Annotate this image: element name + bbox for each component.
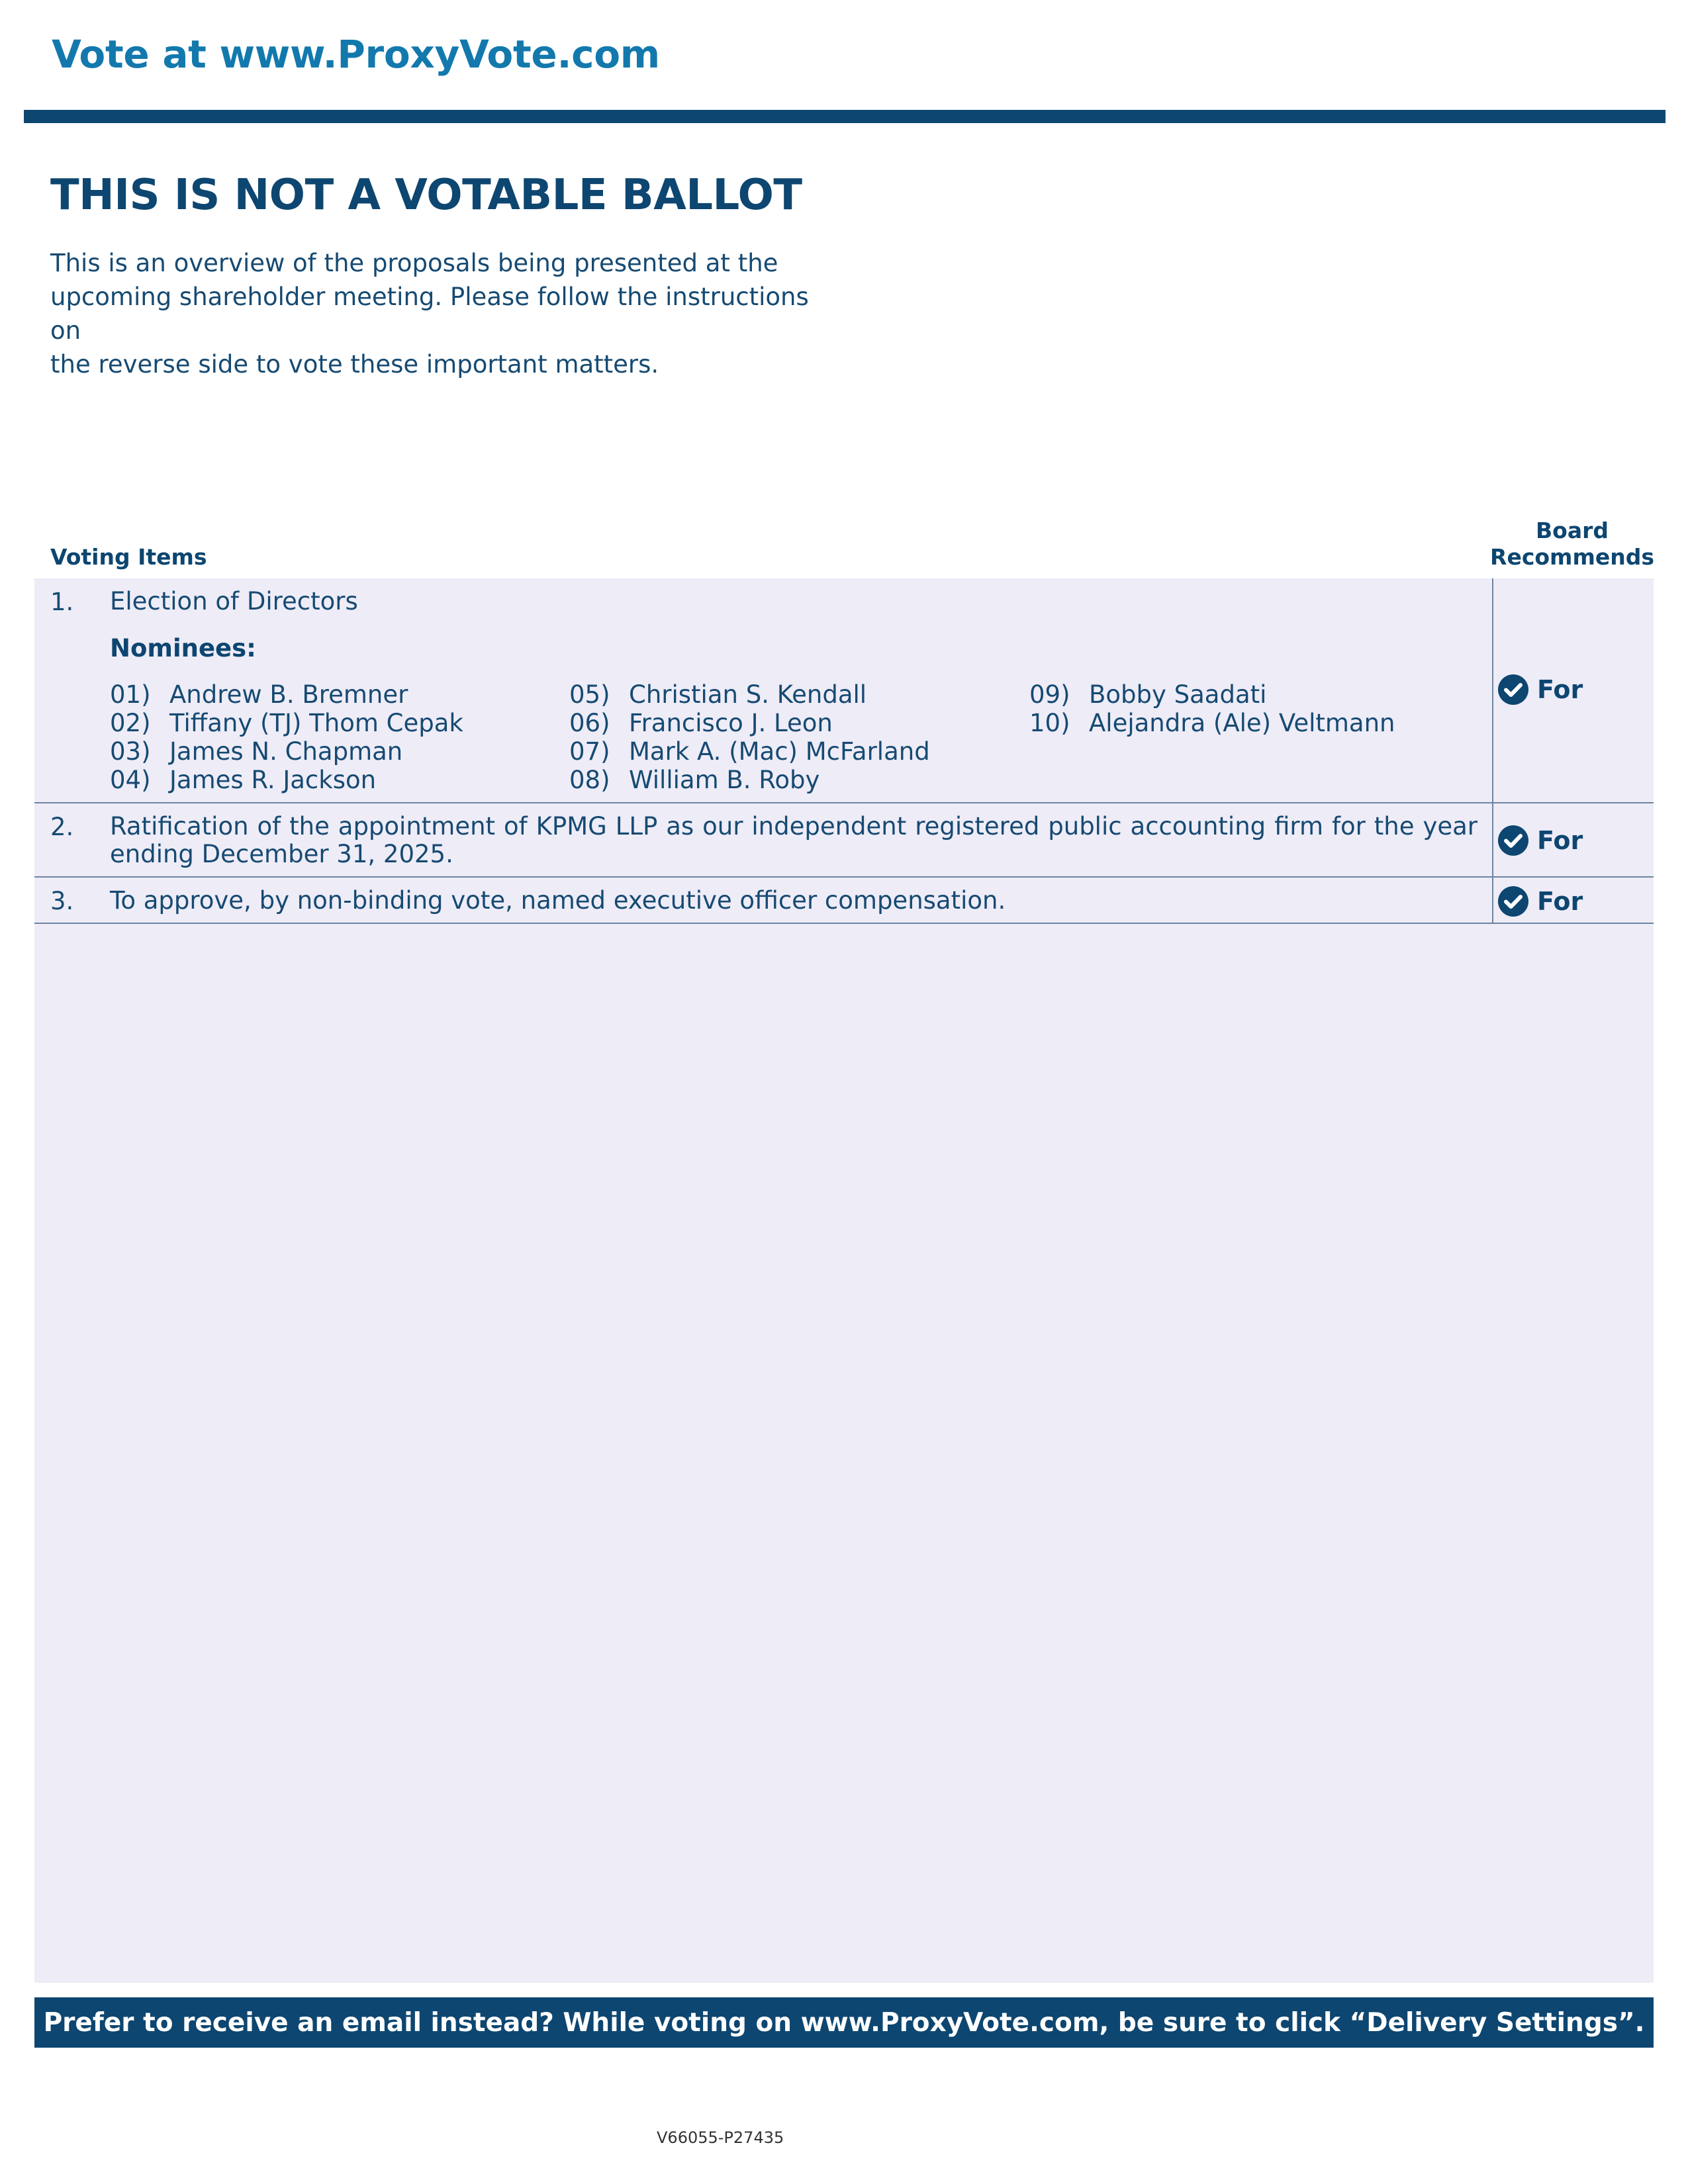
row-divider (34, 923, 1654, 924)
voting-items-header: Voting Items (50, 544, 207, 570)
nominee-name: James R. Jackson (169, 766, 377, 794)
row-divider (34, 802, 1654, 803)
nominee (569, 766, 930, 794)
nominee-number: 03) (110, 737, 151, 766)
nominee-name: Mark A. (Mac) McFarland (629, 737, 930, 766)
nominee-number: 07) (569, 737, 610, 766)
page-title: THIS IS NOT A VOTABLE BALLOT (50, 171, 802, 220)
recommendation-label: For (1537, 887, 1583, 916)
banner-text: Prefer to receive an email instead? While voting on www.ProxyVote.com, be sure to click “Delivery Settings”. (43, 2007, 1645, 2038)
item-number: 3. (50, 887, 74, 915)
board-recommendation (1497, 825, 1583, 856)
board-header-line: Recommends (1490, 544, 1654, 570)
nominee-number: 05) (569, 680, 610, 709)
nominee-name: William B. Roby (629, 766, 820, 794)
nominee-column (1029, 680, 1395, 737)
intro-line: This is an overview of the proposals being presented at the (50, 249, 778, 277)
board-recommendation (1497, 886, 1583, 917)
nominee-number: 04) (110, 766, 151, 794)
item-text: Election of Directors (110, 587, 358, 615)
nominee-number: 06) (569, 709, 610, 737)
recommendation-label: For (1537, 675, 1583, 704)
nominee (110, 766, 463, 794)
item-text: Ratification of the appointment of KPMG LLP as our independent registered public accounting firm for the year ending December 31, 2025. (110, 812, 1477, 868)
nominee (569, 709, 930, 737)
nominee-name: Bobby Saadati (1089, 680, 1267, 709)
intro-paragraph (50, 246, 845, 381)
nominee (569, 680, 930, 709)
nominee-name: Tiffany (TJ) Thom Cepak (169, 709, 463, 737)
board-recommendation (1497, 674, 1583, 705)
nominee-name: Francisco J. Leon (629, 709, 833, 737)
nominee-number: 01) (110, 680, 151, 709)
nominee (110, 680, 463, 709)
board-recommends-header (1483, 518, 1662, 570)
check-circle-icon (1497, 674, 1529, 705)
item-text: To approve, by non-binding vote, named executive officer compensation. (110, 886, 1006, 915)
delivery-settings-banner (34, 1997, 1654, 2048)
nominee-number: 10) (1029, 709, 1070, 737)
nominee (1029, 709, 1395, 737)
board-header-line: Board (1536, 518, 1609, 543)
item-number: 2. (50, 813, 74, 841)
nominee-number: 09) (1029, 680, 1070, 709)
intro-line: the reverse side to vote these important matters. (50, 350, 659, 379)
nominee-name: Christian S. Kendall (629, 680, 867, 709)
intro-line: upcoming shareholder meeting. Please follow the instructions on (50, 283, 809, 345)
document-code: V66055-P27435 (657, 2128, 784, 2147)
nominee-name: James N. Chapman (169, 737, 403, 766)
nominee-name: Andrew B. Bremner (169, 680, 408, 709)
nominee (1029, 680, 1395, 709)
nominee-number: 02) (110, 709, 151, 737)
nominees-label: Nominees: (110, 634, 256, 662)
check-circle-icon (1497, 825, 1529, 856)
proxyvote-link[interactable]: Vote at www.ProxyVote.com (52, 32, 660, 77)
column-divider (1492, 578, 1493, 924)
nominee-column (569, 680, 930, 794)
nominee-name: Alejandra (Ale) Veltmann (1089, 709, 1395, 737)
nominee (569, 737, 930, 766)
nominee (110, 737, 463, 766)
header-rule (24, 110, 1665, 123)
nominee-number: 08) (569, 766, 610, 794)
nominee-column (110, 680, 463, 794)
recommendation-label: For (1537, 826, 1583, 855)
check-circle-icon (1497, 886, 1529, 917)
row-divider (34, 876, 1654, 878)
nominee (110, 709, 463, 737)
item-number: 1. (50, 588, 74, 616)
